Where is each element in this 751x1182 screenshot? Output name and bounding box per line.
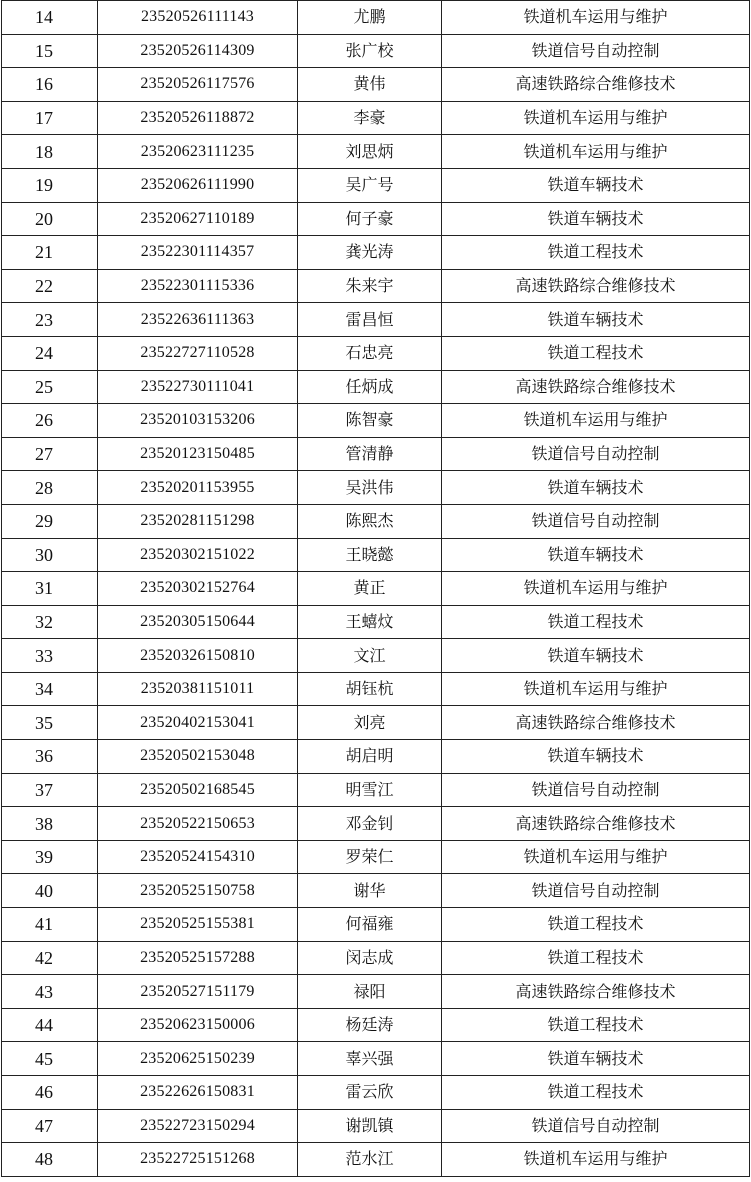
student-id-cell: 23520625150239 [98,1042,298,1076]
student-name-cell: 管清静 [298,437,442,471]
row-number-cell: 48 [2,1143,98,1177]
student-name-cell: 尤鹏 [298,1,442,35]
table-row [2,840,750,874]
table-row [2,1,750,35]
major-cell: 铁道机车运用与维护 [442,840,750,874]
row-number-cell: 15 [2,34,98,68]
student-name-cell: 文江 [298,639,442,673]
row-number-cell: 32 [2,605,98,639]
major-cell: 铁道工程技术 [442,236,750,270]
row-number-cell: 42 [2,941,98,975]
student-name-cell: 范水江 [298,1143,442,1177]
table-row [2,605,750,639]
table-row [2,1008,750,1042]
student-id-cell: 23522730111041 [98,370,298,404]
student-id-cell: 23520402153041 [98,706,298,740]
student-id-cell: 23520623111235 [98,135,298,169]
table-row [2,135,750,169]
table-row [2,370,750,404]
row-number-cell: 36 [2,740,98,774]
table-row [2,874,750,908]
table-row [2,908,750,942]
row-number-cell: 27 [2,437,98,471]
student-id-cell: 23520526111143 [98,1,298,35]
student-name-cell: 何子豪 [298,202,442,236]
student-id-cell: 23520201153955 [98,471,298,505]
row-number-cell: 25 [2,370,98,404]
table-body [2,1,750,1177]
student-id-cell: 23520326150810 [98,639,298,673]
major-cell: 高速铁路综合维修技术 [442,370,750,404]
major-cell: 铁道机车运用与维护 [442,101,750,135]
row-number-cell: 14 [2,1,98,35]
major-cell: 铁道机车运用与维护 [442,672,750,706]
student-id-cell: 23520524154310 [98,840,298,874]
row-number-cell: 38 [2,807,98,841]
student-id-cell: 23520526118872 [98,101,298,135]
student-name-cell: 杨廷涛 [298,1008,442,1042]
major-cell: 铁道信号自动控制 [442,504,750,538]
major-cell: 铁道车辆技术 [442,538,750,572]
student-name-cell: 邓金钊 [298,807,442,841]
row-number-cell: 22 [2,269,98,303]
student-name-cell: 吴广号 [298,168,442,202]
student-name-cell: 刘亮 [298,706,442,740]
row-number-cell: 23 [2,303,98,337]
student-id-cell: 23522636111363 [98,303,298,337]
student-name-cell: 胡启明 [298,740,442,774]
row-number-cell: 21 [2,236,98,270]
major-cell: 铁道车辆技术 [442,168,750,202]
row-number-cell: 35 [2,706,98,740]
table-row [2,639,750,673]
row-number-cell: 17 [2,101,98,135]
row-number-cell: 45 [2,1042,98,1076]
table-row [2,1076,750,1110]
row-number-cell: 26 [2,404,98,438]
table-row [2,101,750,135]
major-cell: 铁道机车运用与维护 [442,404,750,438]
table-row [2,437,750,471]
student-name-cell: 黄正 [298,572,442,606]
major-cell: 铁道工程技术 [442,336,750,370]
major-cell: 铁道车辆技术 [442,740,750,774]
table-row [2,504,750,538]
major-cell: 铁道工程技术 [442,908,750,942]
row-number-cell: 34 [2,672,98,706]
student-name-cell: 黄伟 [298,68,442,102]
student-name-cell: 王蟢炆 [298,605,442,639]
table-row [2,672,750,706]
student-id-cell: 23522301114357 [98,236,298,270]
student-id-cell: 23522723150294 [98,1109,298,1143]
student-name-cell: 雷昌恒 [298,303,442,337]
student-id-cell: 23520522150653 [98,807,298,841]
row-number-cell: 44 [2,1008,98,1042]
row-number-cell: 18 [2,135,98,169]
table-row [2,1143,750,1177]
table-row [2,471,750,505]
major-cell: 铁道信号自动控制 [442,34,750,68]
major-cell: 铁道信号自动控制 [442,1109,750,1143]
table-row [2,975,750,1009]
row-number-cell: 37 [2,773,98,807]
student-id-cell: 23522301115336 [98,269,298,303]
student-id-cell: 23520103153206 [98,404,298,438]
student-id-cell: 23522626150831 [98,1076,298,1110]
major-cell: 铁道工程技术 [442,605,750,639]
student-name-cell: 陈智豪 [298,404,442,438]
student-name-cell: 朱来宇 [298,269,442,303]
table-row [2,236,750,270]
major-cell: 铁道机车运用与维护 [442,135,750,169]
row-number-cell: 47 [2,1109,98,1143]
student-name-cell: 刘思炳 [298,135,442,169]
major-cell: 铁道车辆技术 [442,1042,750,1076]
student-id-cell: 23520123150485 [98,437,298,471]
student-name-cell: 胡钰杭 [298,672,442,706]
major-cell: 铁道车辆技术 [442,639,750,673]
table-row [2,1109,750,1143]
student-name-cell: 石忠亮 [298,336,442,370]
row-number-cell: 46 [2,1076,98,1110]
row-number-cell: 20 [2,202,98,236]
row-number-cell: 33 [2,639,98,673]
table-row [2,538,750,572]
major-cell: 铁道机车运用与维护 [442,572,750,606]
student-id-cell: 23520525157288 [98,941,298,975]
row-number-cell: 19 [2,168,98,202]
student-name-cell: 禄阳 [298,975,442,1009]
major-cell: 铁道工程技术 [442,1076,750,1110]
table-row [2,773,750,807]
major-cell: 铁道信号自动控制 [442,773,750,807]
student-id-cell: 23520502168545 [98,773,298,807]
row-number-cell: 41 [2,908,98,942]
student-id-cell: 23520626111990 [98,168,298,202]
student-name-cell: 谢凯镇 [298,1109,442,1143]
major-cell: 铁道信号自动控制 [442,874,750,908]
table-row [2,807,750,841]
student-name-cell: 辜兴强 [298,1042,442,1076]
major-cell: 铁道工程技术 [442,941,750,975]
student-id-cell: 23520525150758 [98,874,298,908]
row-number-cell: 24 [2,336,98,370]
table-row [2,168,750,202]
table-row [2,202,750,236]
major-cell: 高速铁路综合维修技术 [442,68,750,102]
table-row [2,336,750,370]
student-name-cell: 何福雍 [298,908,442,942]
row-number-cell: 31 [2,572,98,606]
table-row [2,68,750,102]
table-row [2,740,750,774]
row-number-cell: 43 [2,975,98,1009]
student-id-cell: 23520526114309 [98,34,298,68]
student-id-cell: 23520305150644 [98,605,298,639]
major-cell: 铁道工程技术 [442,1008,750,1042]
student-name-cell: 谢华 [298,874,442,908]
student-name-cell: 闵志成 [298,941,442,975]
major-cell: 铁道机车运用与维护 [442,1,750,35]
student-name-cell: 李豪 [298,101,442,135]
table-row [2,404,750,438]
student-id-cell: 23520502153048 [98,740,298,774]
row-number-cell: 28 [2,471,98,505]
table-row [2,303,750,337]
major-cell: 铁道机车运用与维护 [442,1143,750,1177]
table-row [2,1042,750,1076]
student-name-cell: 龚光涛 [298,236,442,270]
major-cell: 铁道信号自动控制 [442,437,750,471]
student-id-cell: 23520302152764 [98,572,298,606]
student-name-cell: 雷云欣 [298,1076,442,1110]
student-id-cell: 23520281151298 [98,504,298,538]
student-id-cell: 23522727110528 [98,336,298,370]
table-row [2,706,750,740]
table-row [2,34,750,68]
row-number-cell: 16 [2,68,98,102]
student-list-table [1,0,750,1177]
major-cell: 铁道车辆技术 [442,202,750,236]
major-cell: 铁道车辆技术 [442,471,750,505]
row-number-cell: 40 [2,874,98,908]
major-cell: 高速铁路综合维修技术 [442,975,750,1009]
student-id-cell: 23520381151011 [98,672,298,706]
row-number-cell: 39 [2,840,98,874]
student-id-cell: 23520627110189 [98,202,298,236]
table-row [2,941,750,975]
major-cell: 高速铁路综合维修技术 [442,706,750,740]
row-number-cell: 30 [2,538,98,572]
student-id-cell: 23520302151022 [98,538,298,572]
student-id-cell: 23520525155381 [98,908,298,942]
row-number-cell: 29 [2,504,98,538]
major-cell: 铁道车辆技术 [442,303,750,337]
table-row [2,269,750,303]
student-name-cell: 明雪江 [298,773,442,807]
student-id-cell: 23522725151268 [98,1143,298,1177]
student-id-cell: 23520527151179 [98,975,298,1009]
student-name-cell: 罗荣仁 [298,840,442,874]
major-cell: 高速铁路综合维修技术 [442,269,750,303]
student-name-cell: 吴洪伟 [298,471,442,505]
student-name-cell: 陈熙杰 [298,504,442,538]
student-id-cell: 23520526117576 [98,68,298,102]
student-name-cell: 王晓懿 [298,538,442,572]
table-row [2,572,750,606]
student-name-cell: 张广校 [298,34,442,68]
student-id-cell: 23520623150006 [98,1008,298,1042]
student-name-cell: 任炳成 [298,370,442,404]
major-cell: 高速铁路综合维修技术 [442,807,750,841]
